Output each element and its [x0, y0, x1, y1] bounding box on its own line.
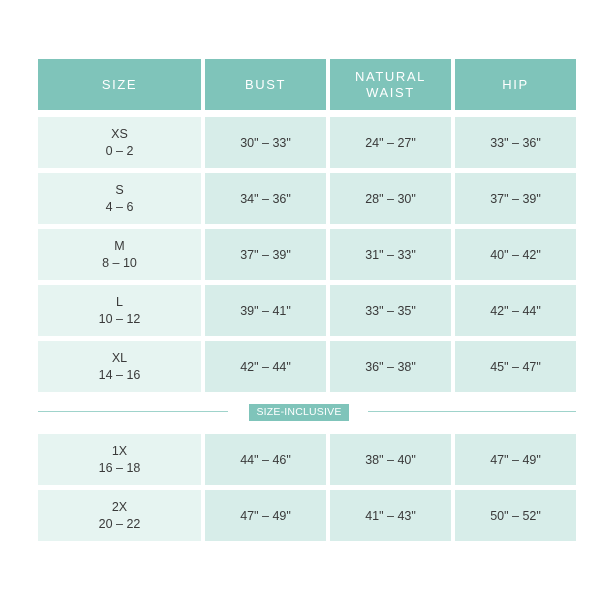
- size-range: 8 – 10: [102, 255, 137, 270]
- standard-size-rows: [38, 117, 576, 392]
- size-range: 20 – 22: [98, 516, 141, 531]
- hip-cell: 50" – 52": [455, 490, 576, 541]
- header-natural-waist: NATURAL WAIST: [330, 59, 451, 110]
- header-size: SIZE: [38, 59, 201, 110]
- waist-cell: 28" – 30": [330, 173, 451, 224]
- size-label: XL: [111, 350, 128, 365]
- hip-cell: 42" – 44": [455, 285, 576, 336]
- size-label: 1X: [111, 443, 128, 458]
- waist-cell: 41" – 43": [330, 490, 451, 541]
- size-label: 2X: [111, 499, 128, 514]
- size-cell: [38, 434, 201, 485]
- size-chart-header: [38, 59, 576, 110]
- size-range: 0 – 2: [105, 143, 134, 158]
- hip-cell: 33" – 36": [455, 117, 576, 168]
- size-cell: [38, 285, 201, 336]
- size-range: 14 – 16: [98, 367, 141, 382]
- size-label: L: [116, 294, 123, 309]
- waist-cell: 36" – 38": [330, 341, 451, 392]
- header-hip: HIP: [455, 59, 576, 110]
- waist-cell: 31" – 33": [330, 229, 451, 280]
- size-label: XS: [111, 126, 128, 141]
- size-label: M: [114, 238, 125, 253]
- bust-cell: 47" – 49": [205, 490, 326, 541]
- bust-cell: 44" – 46": [205, 434, 326, 485]
- size-range: 16 – 18: [98, 460, 141, 475]
- size-cell: [38, 117, 201, 168]
- size-cell: [38, 229, 201, 280]
- bust-cell: 39" – 41": [205, 285, 326, 336]
- bust-cell: 34" – 36": [205, 173, 326, 224]
- section-divider-left: [38, 411, 228, 412]
- hip-cell: 47" – 49": [455, 434, 576, 485]
- hip-cell: 45" – 47": [455, 341, 576, 392]
- hip-cell: 40" – 42": [455, 229, 576, 280]
- hip-cell: 37" – 39": [455, 173, 576, 224]
- waist-cell: 38" – 40": [330, 434, 451, 485]
- size-cell: [38, 490, 201, 541]
- size-cell: [38, 173, 201, 224]
- size-cell: [38, 341, 201, 392]
- section-divider-right: [368, 411, 576, 412]
- bust-cell: 42" – 44": [205, 341, 326, 392]
- header-bust: BUST: [205, 59, 326, 110]
- waist-cell: 33" – 35": [330, 285, 451, 336]
- size-label: S: [115, 182, 124, 197]
- waist-cell: 24" – 27": [330, 117, 451, 168]
- bust-cell: 30" – 33": [205, 117, 326, 168]
- bust-cell: 37" – 39": [205, 229, 326, 280]
- size-range: 4 – 6: [105, 199, 134, 214]
- inclusive-size-rows: [38, 434, 576, 541]
- size-range: 10 – 12: [98, 311, 141, 326]
- size-inclusive-label: SIZE-INCLUSIVE: [249, 404, 349, 421]
